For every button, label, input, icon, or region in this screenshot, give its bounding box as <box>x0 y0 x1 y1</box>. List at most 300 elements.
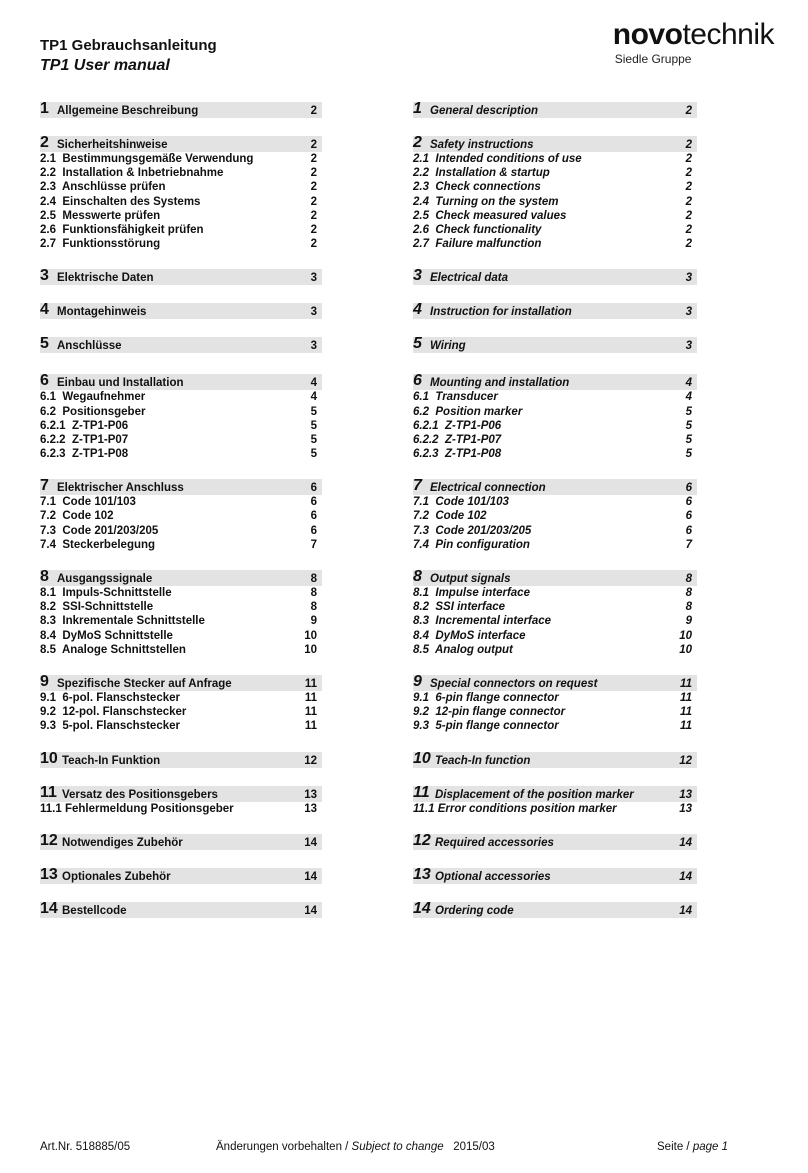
toc-section-heading[interactable] <box>413 749 697 768</box>
subsection-title: 2.2 Installation & startup <box>413 167 550 180</box>
toc-subsection[interactable] <box>40 390 322 404</box>
subsection-page-number: 11 <box>680 691 692 704</box>
subsection-title: 6.2.1 Z-TP1-P06 <box>413 419 502 432</box>
subsection-page-number: 2 <box>310 238 317 251</box>
section-page-number: 3 <box>310 272 317 285</box>
subsection-title: 6.1 Transducer <box>413 391 498 404</box>
subsection-title: 6.2.3 Z-TP1-P08 <box>40 448 129 461</box>
section-title: General description <box>430 105 539 117</box>
toc-subsection[interactable] <box>413 447 697 461</box>
section-title: Teach-In Funktion <box>62 754 161 767</box>
section-title: Electrical connection <box>430 482 546 495</box>
section-page-number: 6 <box>310 482 317 495</box>
toc-section-heading[interactable] <box>40 374 322 390</box>
section-title: Optional accessories <box>435 870 551 883</box>
toc-section-heading[interactable] <box>413 570 697 586</box>
toc-subsection[interactable] <box>40 719 322 733</box>
toc-section-heading[interactable] <box>413 899 697 918</box>
subsection-page-number: 8 <box>685 587 692 599</box>
section-page-number: 14 <box>304 870 317 883</box>
section-title: Output signals <box>430 573 511 585</box>
section-title: Einbau und Installation <box>57 377 184 390</box>
subsection-title: 8.2 SSI interface <box>413 601 506 614</box>
section-page-number: 3 <box>685 272 692 285</box>
toc-section <box>413 102 697 118</box>
section-page-number: 2 <box>310 105 317 117</box>
section-page-number: 8 <box>685 573 692 585</box>
subsection-page-number: 2 <box>685 195 692 208</box>
subsection-title: 9.2 12-pol. Flanschstecker <box>40 706 187 719</box>
subsection-title: 7.4 Steckerbelegung <box>40 538 156 551</box>
change-notice-de: Änderungen vorbehalten / <box>216 1141 352 1153</box>
toc-subsection[interactable] <box>40 643 322 657</box>
subsection-page-number: 5 <box>685 448 692 461</box>
toc-subsection[interactable] <box>413 643 697 657</box>
section-page-number: 2 <box>310 139 317 151</box>
subsection-title: 8.5 Analoge Schnittstellen <box>40 643 186 656</box>
toc-subsection[interactable] <box>413 390 697 404</box>
toc-section <box>413 269 697 285</box>
toc-section-heading[interactable] <box>40 136 322 152</box>
section-number: 5 <box>40 335 49 353</box>
toc-section-heading[interactable] <box>413 479 697 495</box>
section-title: Allgemeine Beschreibung <box>57 105 199 117</box>
section-title: Mounting and installation <box>430 377 570 390</box>
toc-subsection[interactable] <box>413 405 697 419</box>
section-number: 10 <box>413 749 431 767</box>
section-number: 6 <box>413 372 422 390</box>
subsection-title: 2.7 Failure malfunction <box>413 238 542 251</box>
toc-subsection[interactable] <box>40 524 322 538</box>
toc-subsection[interactable] <box>40 195 322 209</box>
subsection-page-number: 2 <box>310 153 317 165</box>
section-number: 13 <box>40 865 58 883</box>
subsection-title: 6.2 Position marker <box>413 405 523 418</box>
section-title: Special connectors on request <box>430 677 598 690</box>
subsection-title: 2.4 Turning on the system <box>413 195 559 208</box>
section-title: Instruction for installation <box>430 306 572 319</box>
toc-subsection[interactable] <box>413 433 697 447</box>
subsection-page-number: 5 <box>685 405 692 418</box>
subsection-page-number: 9 <box>310 615 317 628</box>
section-number: 9 <box>40 672 49 690</box>
subsection-title: 7.3 Code 201/203/205 <box>40 524 159 537</box>
toc-subsection[interactable] <box>413 152 697 166</box>
subsection-title: 7.3 Code 201/203/205 <box>413 524 532 537</box>
subsection-title: 2.1 Intended conditions of use <box>413 153 582 165</box>
toc-subsection[interactable] <box>40 237 322 251</box>
manual-title-german: TP1 Gebrauchsanleitung <box>40 37 217 54</box>
section-page-number: 6 <box>685 482 692 495</box>
subsection-page-number: 10 <box>304 629 317 642</box>
section-number: 8 <box>413 568 422 585</box>
section-title: Montagehinweis <box>57 306 147 319</box>
subsection-title: 8.4 DyMoS interface <box>413 629 526 642</box>
section-number: 12 <box>413 831 431 849</box>
toc-section <box>40 831 322 850</box>
subsection-page-number: 2 <box>310 209 317 222</box>
toc-subsection[interactable] <box>40 600 322 614</box>
change-notice <box>216 1141 495 1153</box>
toc-subsection[interactable] <box>413 223 697 237</box>
toc-section-heading[interactable] <box>40 102 322 118</box>
toc-subsection[interactable] <box>413 419 697 433</box>
subsection-page-number: 2 <box>310 195 317 208</box>
toc-section <box>413 337 697 353</box>
subsection-title: 8.2 SSI-Schnittstelle <box>40 601 154 614</box>
toc-section <box>413 865 697 884</box>
logo-subtitle: Siedle Gruppe <box>614 52 692 66</box>
section-page-number: 14 <box>304 904 317 917</box>
section-page-number: 3 <box>310 306 317 319</box>
subsection-page-number: 2 <box>685 153 692 165</box>
toc-subsection[interactable] <box>40 705 322 719</box>
toc-subsection[interactable] <box>413 614 697 628</box>
logo-bold-text: novo <box>612 18 683 51</box>
section-number: 1 <box>40 100 49 117</box>
section-number: 5 <box>413 335 422 353</box>
section-number: 7 <box>40 477 49 495</box>
toc-subsection[interactable] <box>40 152 322 166</box>
subsection-title: 8.3 Incremental interface <box>413 615 552 628</box>
section-page-number: 4 <box>685 377 692 390</box>
subsection-title: 6.1 Wegaufnehmer <box>40 391 146 404</box>
subsection-title: 6.2.2 Z-TP1-P07 <box>413 433 502 446</box>
toc-subsection[interactable] <box>40 586 322 600</box>
subsection-title: 11.1 Fehlermeldung Positionsgeber <box>40 802 234 815</box>
subsection-page-number: 11 <box>304 691 317 704</box>
toc-subsection[interactable] <box>413 495 697 509</box>
subsection-title: 7.1 Code 101/103 <box>40 496 136 509</box>
section-page-number: 14 <box>679 904 692 917</box>
toc-subsection[interactable] <box>40 691 322 705</box>
section-title: Notwendiges Zubehör <box>62 836 183 849</box>
subsection-page-number: 11 <box>304 706 317 719</box>
toc-section <box>413 374 697 461</box>
subsection-title: 6.2.3 Z-TP1-P08 <box>413 448 502 461</box>
toc-subsection[interactable] <box>413 209 697 223</box>
section-number: 4 <box>40 301 49 319</box>
subsection-page-number: 2 <box>310 181 317 194</box>
toc-subsection[interactable] <box>413 237 697 251</box>
section-number: 10 <box>40 749 58 767</box>
toc-english-column <box>413 102 697 918</box>
toc-section <box>40 479 322 552</box>
subsection-title: 7.1 Code 101/103 <box>413 496 509 509</box>
toc-subsection[interactable] <box>40 614 322 628</box>
subsection-title: 2.2 Installation & Inbetriebnahme <box>40 167 224 180</box>
section-page-number: 11 <box>304 677 317 690</box>
toc-section <box>40 303 322 319</box>
subsection-page-number: 11 <box>304 720 317 733</box>
toc-section-heading[interactable] <box>413 337 697 353</box>
toc-section-heading[interactable] <box>40 899 322 918</box>
subsection-page-number: 6 <box>310 510 317 523</box>
page-label-en: page 1 <box>692 1141 728 1153</box>
section-title: Displacement of the position marker <box>435 788 634 801</box>
toc-section <box>40 337 322 353</box>
toc-subsection[interactable] <box>40 223 322 237</box>
toc-section-heading[interactable] <box>40 479 322 495</box>
toc-section-heading[interactable] <box>40 337 322 353</box>
toc-section <box>40 899 322 918</box>
subsection-page-number: 10 <box>679 629 692 642</box>
toc-section <box>413 479 697 552</box>
subsection-title: 6.2.2 Z-TP1-P07 <box>40 433 129 446</box>
subsection-page-number: 7 <box>310 538 317 551</box>
toc-section <box>40 865 322 884</box>
logo-regular-text: technik <box>682 18 774 51</box>
section-number: 14 <box>40 899 58 917</box>
section-number: 3 <box>40 267 49 285</box>
subsection-title: 2.5 Check measured values <box>413 209 567 222</box>
toc-subsection[interactable] <box>413 705 697 719</box>
subsection-page-number: 2 <box>310 223 317 236</box>
section-page-number: 4 <box>310 377 317 390</box>
subsection-title: 8.4 DyMoS Schnittstelle <box>40 629 173 642</box>
toc-section-heading[interactable] <box>40 269 322 285</box>
toc-section-heading[interactable] <box>40 672 322 691</box>
section-number: 4 <box>413 301 422 319</box>
subsection-page-number: 11 <box>680 720 692 733</box>
subsection-page-number: 6 <box>685 510 692 523</box>
subsection-page-number: 5 <box>310 419 317 432</box>
subsection-page-number: 6 <box>310 524 317 537</box>
toc-section <box>413 672 697 734</box>
toc-subsection[interactable] <box>413 691 697 705</box>
toc-subsection[interactable] <box>40 433 322 447</box>
toc-subsection[interactable] <box>413 166 697 180</box>
toc-subsection[interactable] <box>413 586 697 600</box>
subsection-title: 9.1 6-pin flange connector <box>413 691 559 704</box>
subsection-title: 11.1 Error conditions position marker <box>413 802 617 815</box>
section-page-number: 14 <box>679 836 692 849</box>
toc-section-heading[interactable] <box>40 749 322 768</box>
subsection-page-number: 2 <box>685 209 692 222</box>
subsection-title: 6.2 Positionsgeber <box>40 405 146 418</box>
section-page-number: 3 <box>685 306 692 319</box>
toc-section <box>40 672 322 734</box>
toc-section <box>413 749 697 768</box>
toc-section <box>40 269 322 285</box>
toc-subsection[interactable] <box>40 209 322 223</box>
subsection-page-number: 2 <box>310 167 317 180</box>
section-title: Elektrische Daten <box>57 272 154 285</box>
subsection-title: 6.2.1 Z-TP1-P06 <box>40 419 129 432</box>
subsection-page-number: 11 <box>680 706 692 719</box>
toc-section-heading[interactable] <box>413 269 697 285</box>
section-title: Safety instructions <box>430 139 534 151</box>
toc-section-heading[interactable] <box>413 303 697 319</box>
subsection-page-number: 2 <box>685 223 692 236</box>
subsection-title: 9.1 6-pol. Flanschstecker <box>40 691 180 704</box>
toc-section-heading[interactable] <box>40 783 322 802</box>
section-title: Anschlüsse <box>57 340 122 353</box>
toc-section <box>413 570 697 657</box>
section-number: 11 <box>40 783 57 801</box>
section-page-number: 13 <box>679 788 692 801</box>
section-number: 9 <box>413 672 422 690</box>
toc-section <box>413 831 697 850</box>
subsection-title: 2.1 Bestimmungsgemäße Verwendung <box>40 153 254 165</box>
subsection-page-number: 5 <box>310 448 317 461</box>
toc-section-heading[interactable] <box>40 865 322 884</box>
subsection-title: 8.1 Impulse interface <box>413 587 530 599</box>
subsection-page-number: 9 <box>685 615 692 628</box>
section-page-number: 8 <box>310 573 317 585</box>
toc-subsection[interactable] <box>40 405 322 419</box>
subsection-page-number: 10 <box>304 643 317 656</box>
subsection-title: 2.3 Anschlüsse prüfen <box>40 181 166 194</box>
toc-subsection[interactable] <box>40 419 322 433</box>
subsection-page-number: 2 <box>685 167 692 180</box>
subsection-page-number: 8 <box>685 601 692 614</box>
section-number: 2 <box>413 134 422 151</box>
toc-section <box>40 749 322 768</box>
section-page-number: 2 <box>685 139 692 151</box>
subsection-page-number: 5 <box>685 419 692 432</box>
section-number: 8 <box>40 568 49 585</box>
toc-subsection[interactable] <box>413 195 697 209</box>
subsection-page-number: 4 <box>310 391 317 404</box>
subsection-title: 9.3 5-pol. Flanschstecker <box>40 720 180 733</box>
subsection-title: 9.2 12-pin flange connector <box>413 706 566 719</box>
toc-subsection[interactable] <box>40 629 322 643</box>
toc-section-heading[interactable] <box>40 303 322 319</box>
section-title: Sicherheitshinweise <box>57 139 168 151</box>
subsection-title: 8.3 Inkrementale Schnittstelle <box>40 615 205 628</box>
subsection-page-number: 4 <box>685 391 692 404</box>
toc-subsection[interactable] <box>413 180 697 194</box>
subsection-title: 7.4 Pin configuration <box>413 538 530 551</box>
section-page-number: 14 <box>304 836 317 849</box>
section-title: Elektrischer Anschluss <box>57 482 184 495</box>
subsection-title: 8.5 Analog output <box>413 643 513 656</box>
subsection-title: 2.6 Funktionsfähigkeit prüfen <box>40 223 204 236</box>
toc-subsection[interactable] <box>40 802 322 816</box>
section-page-number: 3 <box>685 340 692 353</box>
toc-section <box>413 899 697 918</box>
toc-subsection[interactable] <box>413 719 697 733</box>
section-title: Required accessories <box>435 836 554 849</box>
toc-subsection[interactable] <box>40 180 322 194</box>
subsection-page-number: 13 <box>679 802 692 815</box>
toc-section-heading[interactable] <box>40 570 322 586</box>
section-number: 3 <box>413 267 422 285</box>
toc-subsection[interactable] <box>413 509 697 523</box>
section-page-number: 13 <box>304 788 317 801</box>
toc-subsection[interactable] <box>413 629 697 643</box>
section-number: 6 <box>40 372 49 390</box>
section-page-number: 12 <box>679 754 692 767</box>
article-number: Art.Nr. 518885/05 <box>40 1141 131 1153</box>
toc-section <box>40 102 322 118</box>
toc-subsection[interactable] <box>40 509 322 523</box>
section-title: Teach-In function <box>435 754 531 767</box>
section-title: Electrical data <box>430 272 508 285</box>
subsection-page-number: 8 <box>310 587 317 599</box>
toc-section-heading[interactable] <box>413 374 697 390</box>
section-title: Ordering code <box>435 904 514 917</box>
section-page-number: 3 <box>310 340 317 353</box>
change-notice-en: Subject to change <box>351 1141 444 1153</box>
toc-section-heading[interactable] <box>413 136 697 152</box>
subsection-title: 2.6 Check functionality <box>413 223 542 236</box>
subsection-page-number: 5 <box>685 433 692 446</box>
toc-subsection[interactable] <box>413 802 697 816</box>
subsection-title: 2.7 Funktionsstörung <box>40 238 161 251</box>
toc-subsection[interactable] <box>413 524 697 538</box>
subsection-page-number: 6 <box>685 496 692 509</box>
subsection-page-number: 2 <box>685 238 692 251</box>
toc-subsection[interactable] <box>413 538 697 552</box>
section-page-number: 12 <box>304 754 317 767</box>
section-number: 2 <box>40 134 49 151</box>
subsection-page-number: 8 <box>310 601 317 614</box>
subsection-page-number: 5 <box>310 433 317 446</box>
toc-section-heading[interactable] <box>413 783 697 802</box>
section-title: Ausgangssignale <box>57 573 153 585</box>
page-number <box>657 1141 728 1153</box>
section-page-number: 14 <box>679 870 692 883</box>
toc-section <box>413 783 697 816</box>
section-number: 11 <box>413 783 430 801</box>
section-number: 14 <box>413 899 431 917</box>
toc-section <box>40 570 322 657</box>
subsection-page-number: 10 <box>679 643 692 656</box>
toc-section-heading[interactable] <box>413 672 697 691</box>
section-number: 1 <box>413 100 422 117</box>
subsection-title: 7.2 Code 102 <box>413 510 487 523</box>
section-number: 7 <box>413 477 422 495</box>
subsection-title: 7.2 Code 102 <box>40 510 114 523</box>
section-title: Bestellcode <box>62 904 127 917</box>
subsection-page-number: 7 <box>685 538 692 551</box>
section-title: Versatz des Positionsgebers <box>62 788 218 801</box>
subsection-page-number: 2 <box>685 181 692 194</box>
toc-section-heading[interactable] <box>413 102 697 118</box>
toc-subsection[interactable] <box>40 538 322 552</box>
toc-section-heading[interactable] <box>40 831 322 850</box>
toc-section <box>413 136 697 251</box>
section-number: 12 <box>40 831 58 849</box>
toc-subsection[interactable] <box>413 600 697 614</box>
section-title: Wiring <box>430 340 466 353</box>
toc-subsection[interactable] <box>40 447 322 461</box>
subsection-title: 9.3 5-pin flange connector <box>413 720 559 733</box>
revision-date: 2015/03 <box>443 1141 495 1153</box>
section-title: Optionales Zubehör <box>62 870 171 883</box>
toc-section <box>40 374 322 461</box>
toc-subsection[interactable] <box>40 166 322 180</box>
toc-section <box>40 783 322 816</box>
page-label-de: Seite / <box>657 1141 693 1153</box>
section-page-number: 2 <box>685 105 692 117</box>
subsection-title: 2.5 Messwerte prüfen <box>40 209 161 222</box>
company-logo <box>613 18 774 66</box>
subsection-title: 8.1 Impuls-Schnittstelle <box>40 587 172 599</box>
section-page-number: 11 <box>680 677 692 690</box>
toc-section-heading[interactable] <box>413 831 697 850</box>
subsection-page-number: 6 <box>310 496 317 509</box>
toc-german-column <box>40 102 322 918</box>
subsection-page-number: 5 <box>310 405 317 418</box>
toc-subsection[interactable] <box>40 495 322 509</box>
toc-section-heading[interactable] <box>413 865 697 884</box>
subsection-title: 2.3 Check connections <box>413 181 541 194</box>
subsection-page-number: 13 <box>304 802 317 815</box>
manual-title-english: TP1 User manual <box>40 57 170 74</box>
